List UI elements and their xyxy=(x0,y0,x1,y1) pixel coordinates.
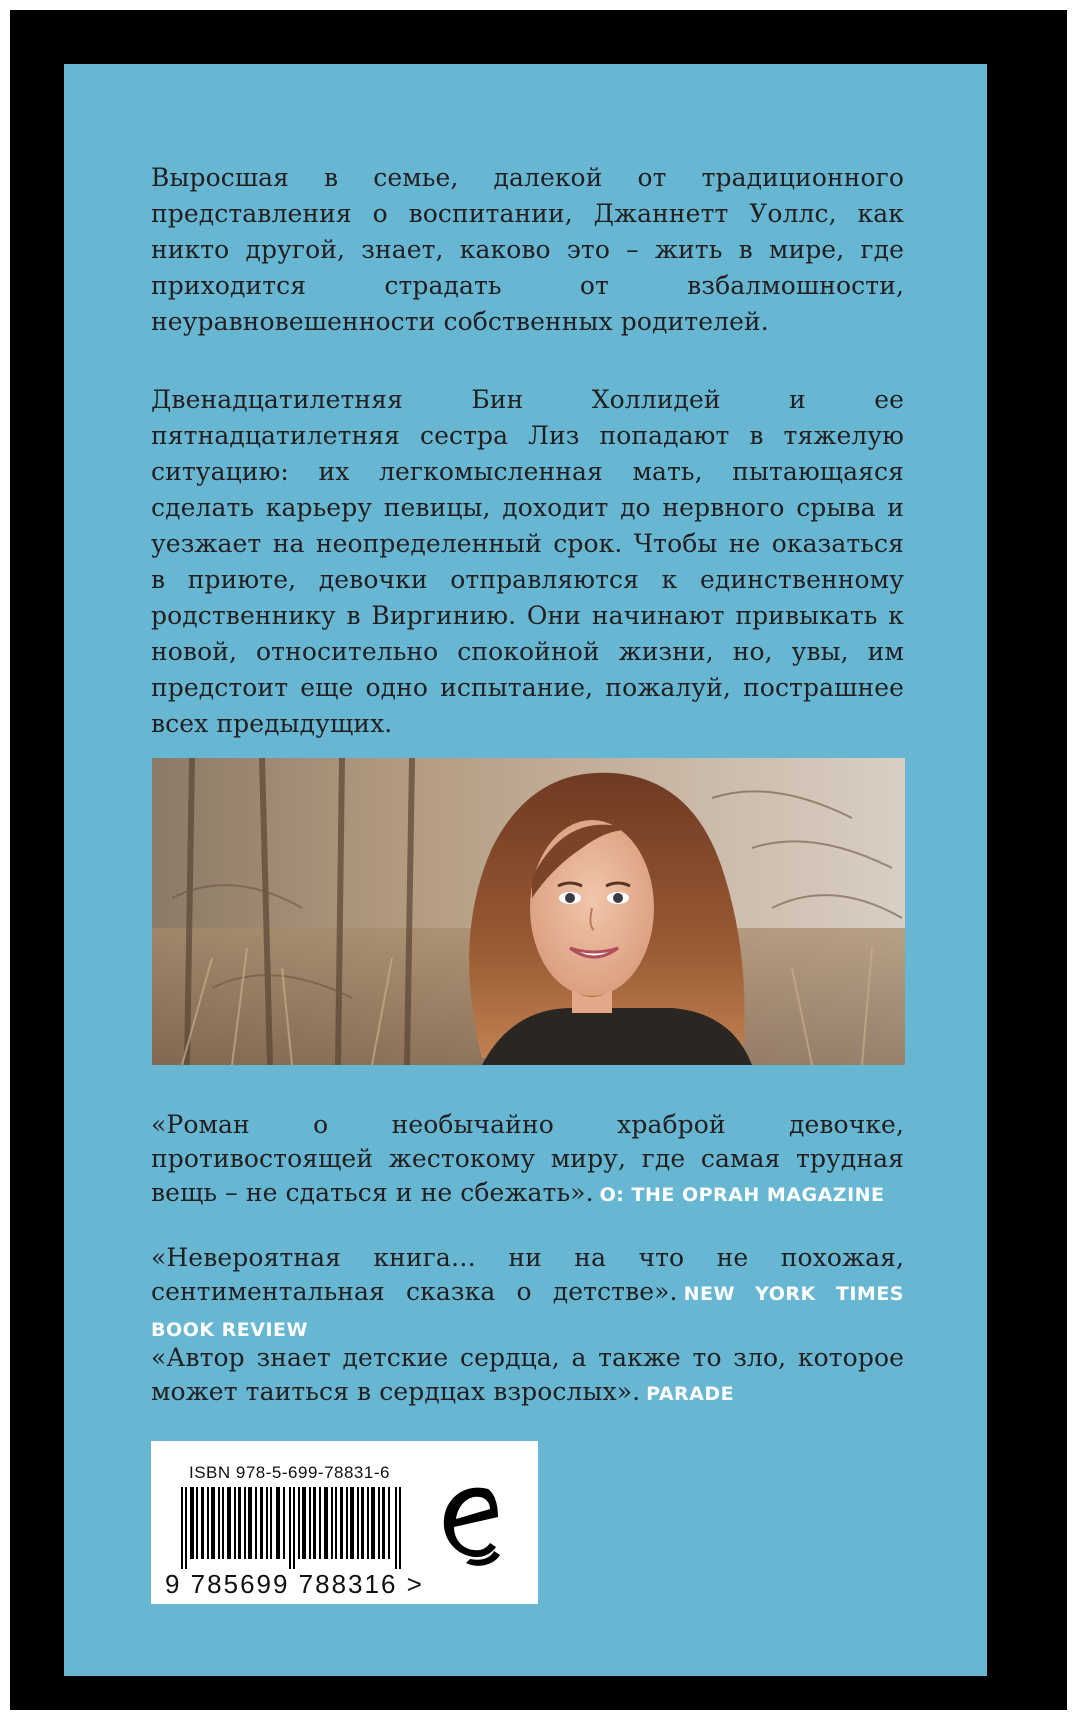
review-source: O: THE OPRAH MAGAZINE xyxy=(599,1184,885,1206)
blurb-paragraph-1: Выросшая в семье, далекой от традиционного представления о воспитании, Джаннетт Уоллс, как никто другой, знает, каково это – жить в мире, где приходится страдать от взбалмошности, неуравновешенности собственных родителей. xyxy=(151,163,904,336)
review-source: NEW YORK TIMES BOOK REVIEW xyxy=(151,1283,904,1341)
blurb-paragraph-2: Двенадцатилетняя Бин Холлидей и ее пятнадцатилетняя сестра Лиз попадают в тяжелую ситуацию: их легкомысленная мать, пытающаяся сделать карьеру певицы, доходит до нервного срыва и уезжает на неопределенный срок. Чтобы не оказаться в приюте, девочки отправляются к единственному родственнику в Виргинию. Они начинают привыкать к новой, относительно спокойной жизни, но, увы, им предстоит еще одно испытание, пожалуй, пострашнее всех предыдущих. xyxy=(151,385,904,738)
author-photo-illustration xyxy=(152,758,905,1065)
author-photo xyxy=(152,758,905,1065)
review-quote-text: «Автор знает детские сердца, а также то зло, которое может таиться в сердцах взрослых». xyxy=(151,1343,904,1406)
review-quote-1 xyxy=(151,1108,904,1212)
barcode-digits: 9 785699 788316 > xyxy=(165,1569,424,1599)
isbn-label: ISBN 978-5-699-78831-6 xyxy=(189,1463,390,1482)
cover-panel xyxy=(64,64,987,1676)
barcode-bars xyxy=(181,1487,411,1569)
publisher-logo-icon xyxy=(436,1479,506,1571)
review-quote-text: «Невероятная книга… ни на что не похожая, сентиментальная сказка о детстве». xyxy=(151,1243,904,1306)
review-quote-text: «Роман о необычайно храброй девочке, противостоящей жестокому миру, где самая трудная вещь – не сдаться и не сбежать». xyxy=(151,1110,904,1207)
book-back-cover-frame xyxy=(10,10,1067,1710)
review-quote-3 xyxy=(151,1341,904,1411)
barcode-panel xyxy=(151,1441,538,1604)
review-quote-2 xyxy=(151,1241,904,1347)
review-source: PARADE xyxy=(646,1383,735,1405)
